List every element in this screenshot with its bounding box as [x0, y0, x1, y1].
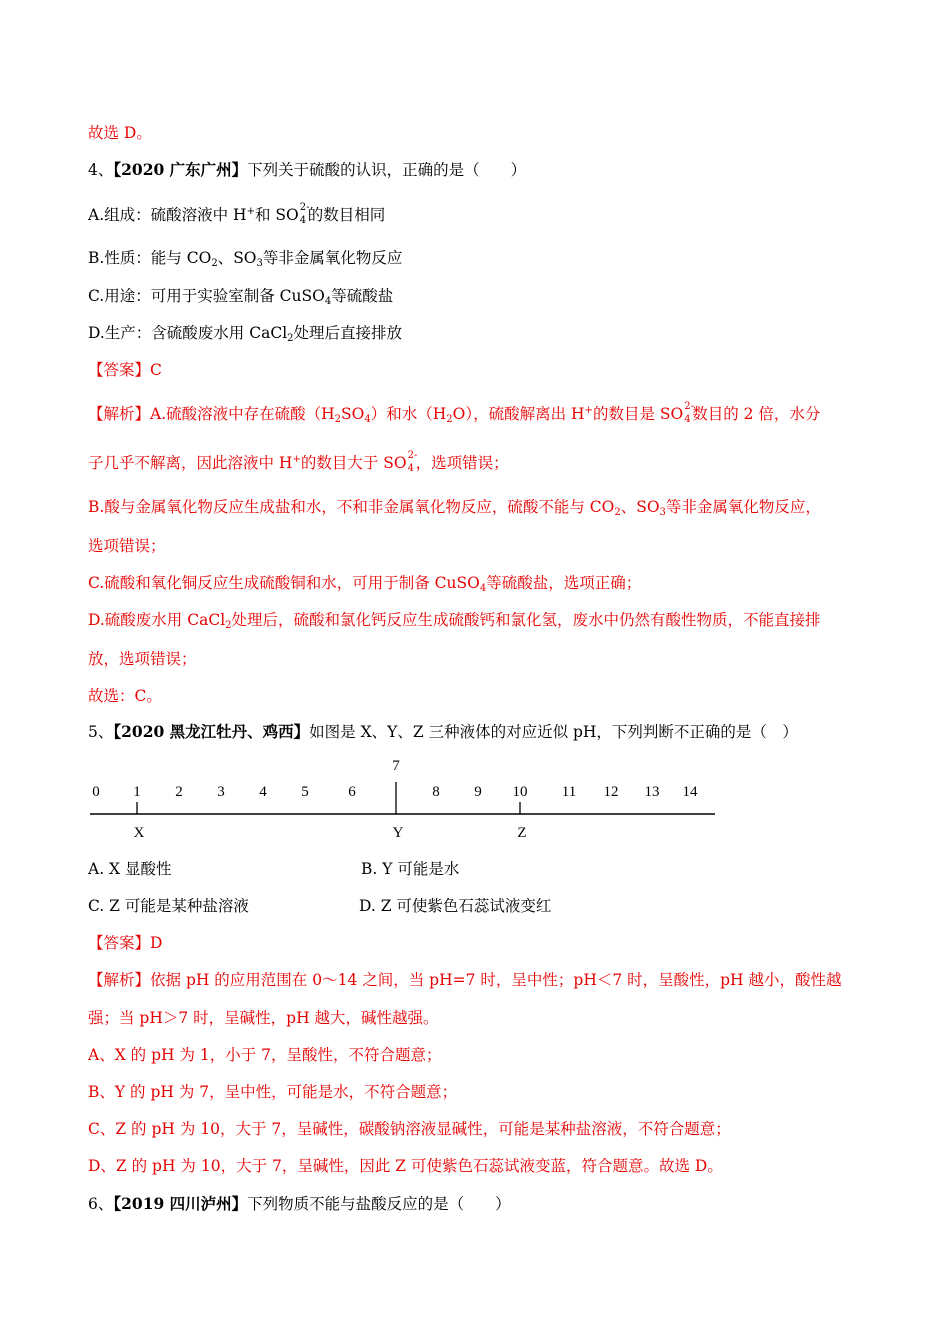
q4-answer: 【答案】C — [88, 361, 162, 379]
q5-stem: 如图是 X、Y、Z 三种液体的对应近似 pH，下列判断不正确的是（ ） — [309, 723, 798, 741]
q5-option-d: D. Z 可使紫色石蕊试液变红 — [359, 897, 552, 915]
q4-number: 4、 — [88, 161, 114, 179]
q4-stem: 下列关于硫酸的认识，正确的是（ ） — [247, 161, 527, 179]
q4-source-tag: 【2020 广东广州】 — [113, 160, 248, 179]
ph-scale-figure — [80, 752, 730, 844]
ph-tick-label-1: 1 — [133, 784, 141, 800]
ph-marker-label-y: Y — [392, 825, 404, 841]
q6-stem: 下列物质不能与盐酸反应的是（ ） — [247, 1195, 511, 1213]
q5-explanation-5: C、Z 的 pH 为 10，大于 7，呈碱性，碳酸钠溶液显碱性，可能是某种盐溶液，不符合题意； — [88, 1120, 731, 1138]
q4-title — [88, 159, 526, 181]
q5-explanation-2: 强；当 pH＞7 时，呈碱性，pH 越大，碱性越强。 — [88, 1009, 439, 1027]
q5-option-a: A. X 显酸性 — [88, 860, 172, 878]
ph-tick-label-2: 2 — [175, 784, 183, 800]
ph-marker-label-z: Z — [517, 825, 527, 841]
q5-option-b: B. Y 可能是水 — [361, 860, 460, 878]
q4-explanation-5: C.硫酸和氧化铜反应生成硫酸铜和水，可用于制备 CuSO$_4$等硫酸盐，选项正确； — [88, 574, 642, 594]
q4-explanation-3: B.酸与金属氧化物反应生成盐和水，不和非金属氧化物反应，硫酸不能与 $CO_2$、$SO_3$等非金属氧化物反应， — [88, 498, 821, 518]
ph-tick-group — [92, 758, 698, 800]
ph-tick-label-7: 7 — [392, 758, 400, 774]
q5-answer: 【答案】D — [88, 934, 163, 952]
q4-explanation-7: 放，选项错误； — [88, 650, 197, 668]
q5-explanation-3: A、X 的 pH 为 1，小于 7，呈酸性，不符合题意； — [88, 1046, 442, 1064]
q4-option-a: A.组成：硫酸溶液中 H+和 SO 2- 4 的数目相同 — [88, 202, 386, 226]
q5-source-tag: 【2020 黑龙江牡丹、鸡西】 — [113, 722, 310, 741]
ph-tick-label-14: 14 — [682, 784, 698, 800]
ph-marker-group — [134, 782, 527, 841]
q4-option-c: C.用途：可用于实验室制备 CuSO$_4$等硫酸盐 — [88, 287, 394, 307]
ph-tick-label-11: 11 — [561, 784, 577, 800]
ph-tick-label-8: 8 — [432, 784, 440, 800]
sulfate-ion-script: 2- 4 — [299, 202, 310, 226]
q4-explanation-4: 选项错误； — [88, 537, 166, 555]
q4-option-b: B.性质：能与 $CO_2$、$SO_3$等非金属氧化物反应 — [88, 249, 403, 269]
q6-title: 6、【2019 四川泸州】下列物质不能与盐酸反应的是（ ） — [88, 1194, 511, 1213]
q5-explanation-4: B、Y 的 pH 为 7，呈中性，可能是水，不符合题意； — [88, 1083, 458, 1101]
ph-tick-label-3: 3 — [217, 784, 225, 800]
ph-tick-label-6: 6 — [348, 784, 356, 800]
ph-tick-label-10: 10 — [512, 784, 528, 800]
q6-source-tag: 【2019 四川泸州】 — [113, 1194, 248, 1213]
q3-conclusion: 故选 D。 — [88, 124, 152, 142]
q5-option-c: C. Z 可能是某种盐溶液 — [88, 897, 249, 915]
ph-tick-label-12: 12 — [603, 784, 619, 800]
ph-tick-label-0: 0 — [92, 784, 100, 800]
ph-tick-label-9: 9 — [474, 784, 482, 800]
q5-explanation-6: D、Z 的 pH 为 10，大于 7，呈碱性，因此 Z 可使紫色石蕊试液变蓝，符合题意。故选 D。 — [88, 1157, 723, 1175]
q5-explanation-1: 【解析】依据 pH 的应用范围在 0～14 之间，当 pH=7 时，呈中性；pH＜7 时，呈酸性，pH 越小，酸性越 — [88, 971, 842, 989]
q4-explanation-6: D.硫酸废水用 CaCl$_2$处理后，硫酸和氯化钙反应生成硫酸钙和氯化氢，废水中仍然有酸性物质，不能直接排 — [88, 611, 821, 631]
ph-tick-label-4: 4 — [259, 784, 267, 800]
ph-marker-label-x: X — [133, 825, 145, 841]
ph-tick-label-5: 5 — [301, 784, 309, 800]
q5-title: 5、【2020 黑龙江牡丹、鸡西】如图是 X、Y、Z 三种液体的对应近似 pH，下列判断不正确的是（ ） — [88, 722, 798, 741]
q4-explanation-1: 【解析】A.硫酸溶液中存在硫酸$(H_2SO_4)$和水$(H_2O)$，硫酸解离出 H+的数目是 SO 2- 4 数目的 2 倍，水分 — [88, 401, 821, 425]
q4-explanation-2: 子几乎不解离，因此溶液中 H+的数目大于 SO 2- 4 ，选项错误； — [88, 450, 509, 474]
ph-tick-label-13: 13 — [644, 784, 660, 800]
q4-option-d: D.生产：含硫酸废水用 CaCl$_2$处理后直接排放 — [88, 324, 403, 344]
q4-explanation-8: 故选：C。 — [88, 687, 162, 705]
